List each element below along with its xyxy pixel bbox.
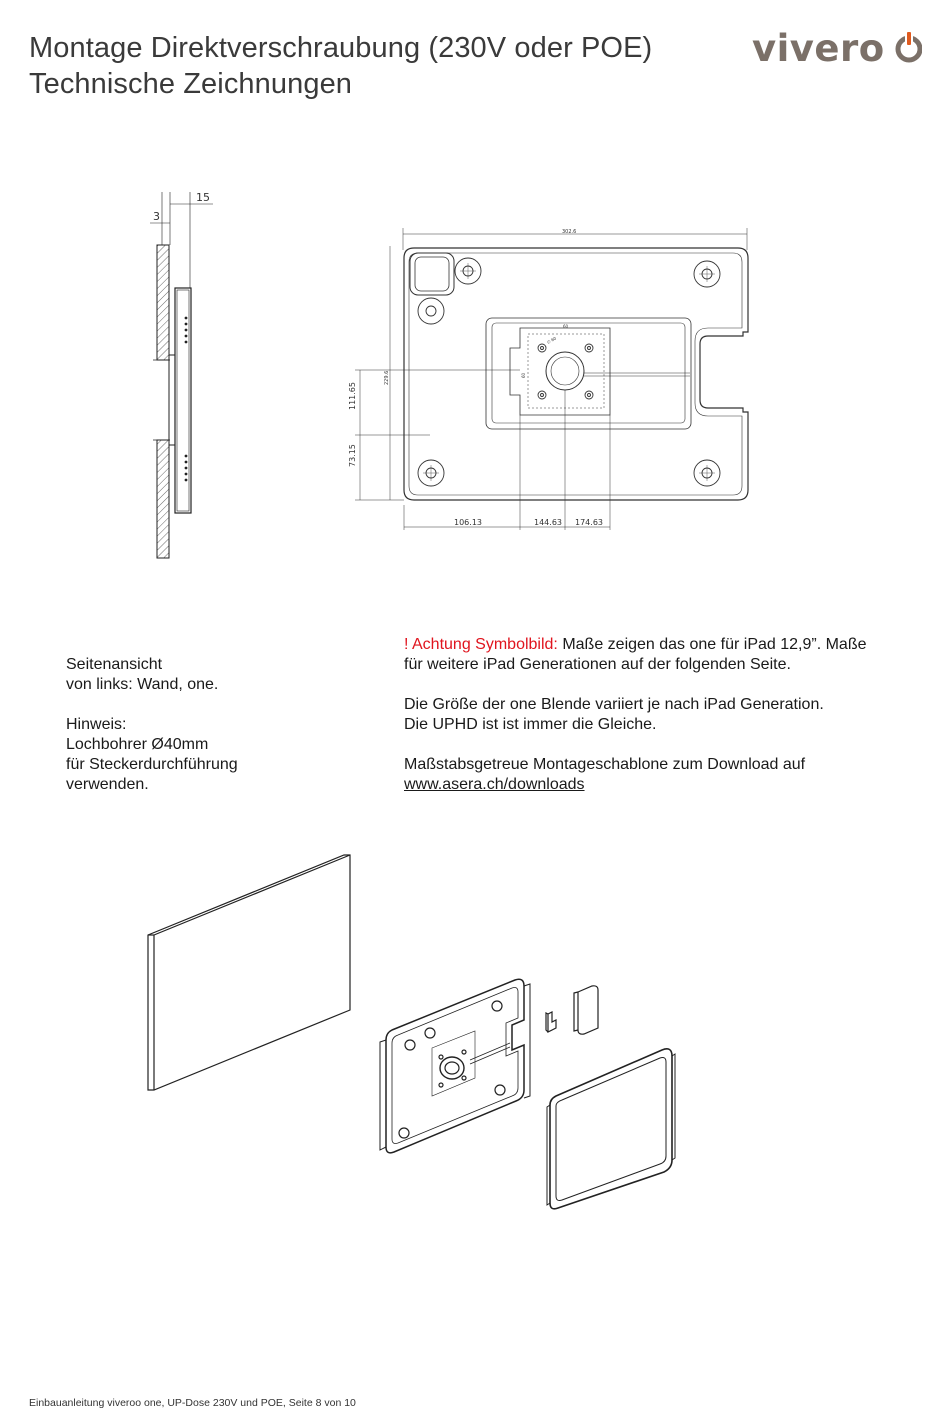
front-dim-horizontal-2: 144.63 [534,518,562,527]
side-view-heading: Seitenansicht [66,656,163,673]
front-dim-height: 229.6 [384,370,390,385]
side-view-description [66,655,366,795]
front-dim-vertical-2: 73.15 [348,444,357,467]
blende-note-line-2: Die UPHD ist ist immer die Gleiche. [404,716,657,733]
exploded-view-drawing [148,855,675,1209]
front-dim-horizontal-3: 174.63 [575,518,603,527]
download-note: Maßstabsgetreue Montageschablone zum Download auf [404,756,806,773]
front-dim-horizontal-1: 106.13 [454,518,482,527]
hint-line-3: verwenden. [66,776,149,793]
front-dim-width: 302.6 [562,229,577,235]
warning-label: ! Achtung Symbolbild: [404,636,558,653]
warning-line-1 [404,635,924,655]
warning-text: Maße zeigen das one für iPad 12,9”. Maße [557,636,867,653]
side-dim-15: 15 [196,191,210,204]
front-view-drawing [355,228,748,530]
hint-line-2: für Steckerdurchführung [66,756,238,773]
warning-line-2: für weitere iPad Generationen auf der folgenden Seite. [404,656,791,673]
title-line-1: Montage Direktverschraubung (230V oder POE) [29,32,653,64]
svg-text:vivero: vivero [752,28,885,68]
front-dim-inner-1: 60 [563,324,569,329]
side-dim-3: 3 [153,210,160,223]
front-dim-inner-2: ∅ 60 [546,335,558,345]
blende-note-line-1: Die Größe der one Blende variiert je nach iPad Generation. [404,696,824,713]
notes-description [404,635,924,795]
page-footer: Einbauanleitung viveroo one, UP-Dose 230V und POE, Seite 8 von 10 [29,1397,356,1409]
front-dim-inner-3: 60 [521,372,526,378]
download-link[interactable]: www.asera.ch/downloads [404,776,585,793]
title-line-2: Technische Zeichnungen [29,68,353,100]
hint-line-1: Lochbohrer Ø40mm [66,736,209,753]
side-view-line: von links: Wand, one. [66,676,219,693]
front-dim-vertical-1: 111.65 [348,382,357,410]
side-view-drawing [150,192,213,558]
hint-heading: Hinweis: [66,716,127,733]
